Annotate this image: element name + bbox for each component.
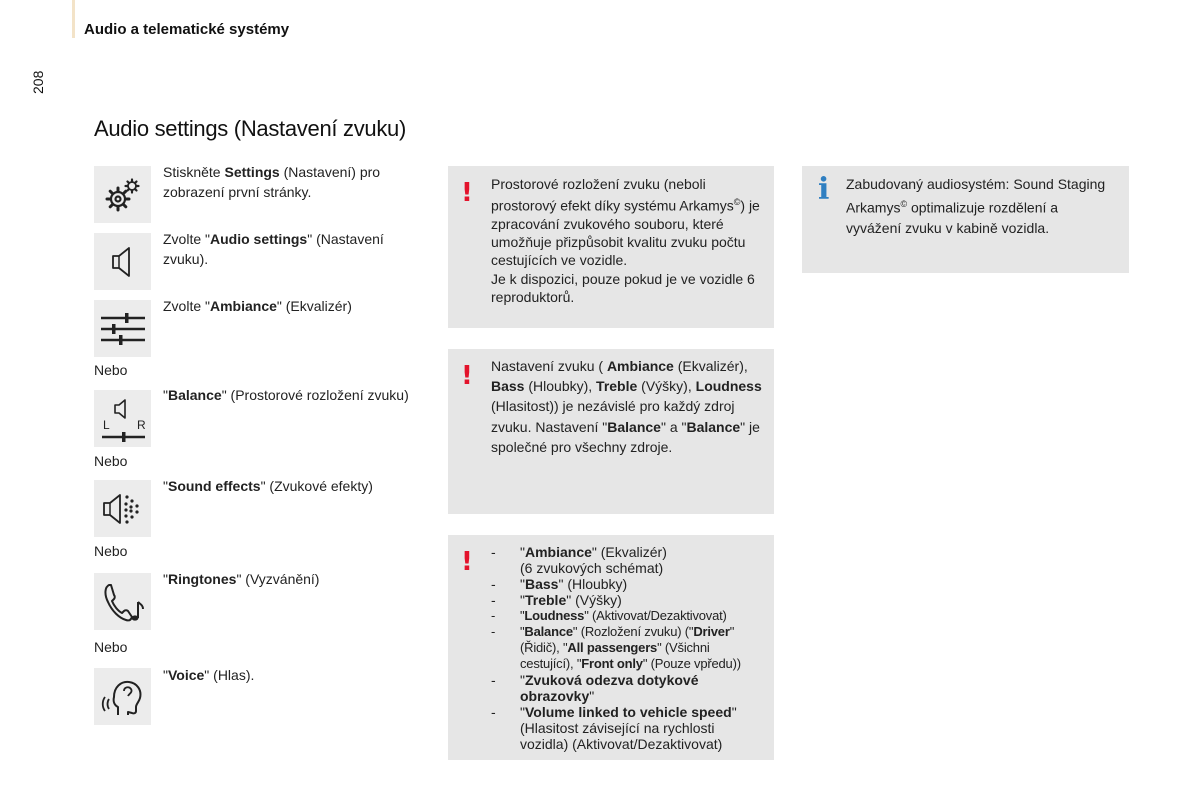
step-ambiance-text: Zvolte "Ambiance" (Ekvalizér) <box>163 298 352 314</box>
section-header: Audio a telematické systémy <box>84 21 290 38</box>
voice-head-icon <box>94 668 151 725</box>
warning-note-options <box>448 535 774 760</box>
page-title: Audio settings (Nastavení zvuku) <box>94 116 406 141</box>
list-item: - "Loudness" (Aktivovat/Dezaktivovat) <box>491 608 727 623</box>
or-label: Nebo <box>94 543 128 559</box>
list-item: - "Ambiance" (Ekvalizér) (6 zvukových schémat) <box>491 544 667 576</box>
phone-music-note-icon <box>94 573 151 630</box>
warning-exclamation-icon: ! <box>461 178 473 208</box>
warning-note-per-source <box>448 349 774 514</box>
warning-note-arkamys-text: Prostorové rozložení zvuku (neboli prostorový efekt díky systému Arkamys©) je zpracování zvukového souboru, které umožňuje přizpůsobit kvalitu zvuku počtu cestujících ve vozidle. Je k dispozici, pouze pokud je ve vozidle 6 reproduktorů. <box>491 176 760 305</box>
warning-exclamation-icon: ! <box>461 547 473 577</box>
step-sound-effects-text: "Sound effects" (Zvukové efekty) <box>163 478 373 494</box>
info-icon: i <box>818 172 830 207</box>
balance-l-r-icon <box>94 390 151 447</box>
list-item: - "Bass" (Hloubky) <box>491 576 628 592</box>
warning-note-per-source-text: Nastavení zvuku ( Ambiance (Ekvalizér), Bass (Hloubky), Treble (Výšky), Loudness (Hlasitost)) je nezávislé pro každý zdroj zvuku. Nastavení "Balance" a "Balance" je společné pro všechny zdroje. <box>491 358 762 455</box>
step-audio-settings-text: Zvolte "Audio settings" (Nastavení zvuku). <box>163 231 384 267</box>
or-label: Nebo <box>94 639 128 655</box>
step-ringtones-text: "Ringtones" (Vyzvánění) <box>163 571 320 587</box>
list-item: - "Treble" (Výšky) <box>491 592 622 608</box>
equalizer-sliders-icon <box>94 300 151 357</box>
svg-text:R: R <box>136 417 146 432</box>
page-number: 208 <box>30 70 46 94</box>
sound-effects-icon <box>94 480 151 537</box>
options-list <box>491 544 762 752</box>
list-item: - "Zvuková odezva dotykové obrazovky" <box>491 672 699 704</box>
warning-note-arkamys <box>448 166 774 328</box>
list-item: - "Volume linked to vehicle speed" (Hlasitost závisející na rychlosti vozidla) (Aktivovat/Dezaktivovat) <box>491 704 737 752</box>
or-label: Nebo <box>94 453 128 469</box>
settings-gears-icon <box>94 166 151 223</box>
step-balance-text: "Balance" (Prostorové rozložení zvuku) <box>163 387 409 403</box>
list-item: - "Balance" (Rozložení zvuku) ("Driver" (Řidič), "All passengers" (Všichni cestující), "Front only" (Pouze vpředu)) <box>491 624 741 671</box>
step-voice-text: "Voice" (Hlas). <box>163 667 255 683</box>
speaker-icon <box>94 233 151 290</box>
svg-text:L: L <box>102 417 110 432</box>
header-accent-bar <box>72 0 75 38</box>
info-note-text: Zabudovaný audiosystém: Sound Staging Arkamys© optimalizuje rozdělení a vyvážení zvuku v kabině vozidla. <box>846 176 1106 236</box>
or-label: Nebo <box>94 362 128 378</box>
info-note-arkamys <box>802 166 1129 273</box>
warning-exclamation-icon: ! <box>461 361 473 391</box>
step-settings-text: Stiskněte Settings (Nastavení) pro zobrazení první stránky. <box>163 164 381 200</box>
